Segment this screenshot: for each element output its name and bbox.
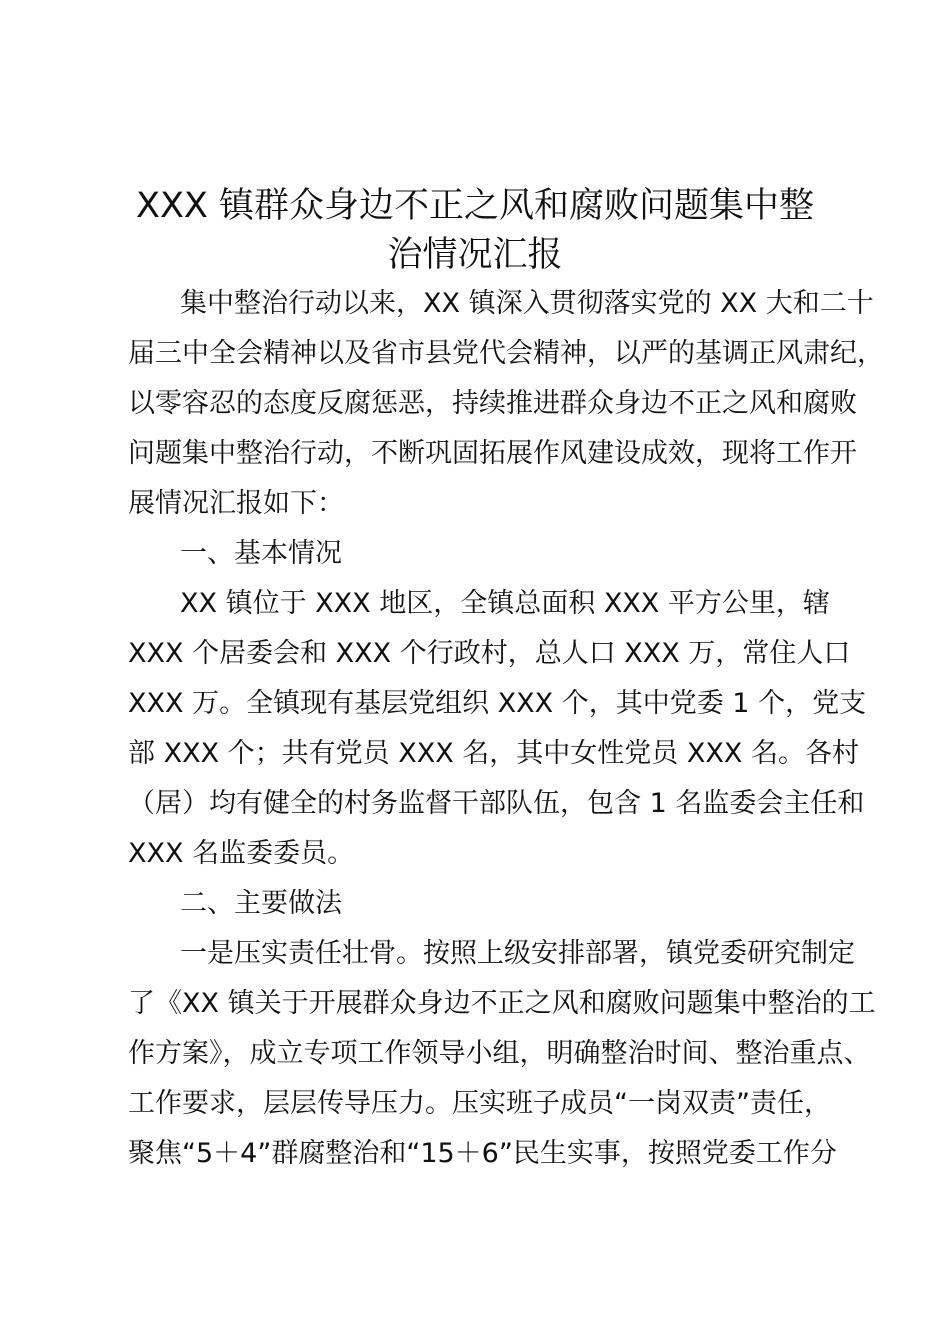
paragraph-line: 作方案》，成立专项工作领导小组，明确整治时间、整治重点、: [128, 1038, 871, 1069]
paragraph-line: 集中整治行动以来，XX 镇深入贯彻落实党的 XX 大和二十: [180, 288, 874, 319]
document-title-line-1: XXX 镇群众身边不正之风和腐败问题集中整: [135, 186, 815, 226]
section-heading-basic-situation: 一、基本情况: [180, 538, 342, 569]
paragraph-line: 一是压实责任壮骨。按照上级安排部署，镇党委研究制定: [180, 938, 855, 969]
paragraph-line: 工作要求，层层传导压力。压实班子成员“一岗双责”责任，: [128, 1088, 831, 1119]
paragraph-line: XXX 名监委委员。: [128, 838, 355, 869]
paragraph-line: 聚焦“5＋4”群腐整治和“15＋6”民生实事，按照党委工作分: [128, 1138, 837, 1169]
paragraph-line: 问题集中整治行动，不断巩固拓展作风建设成效，现将工作开: [128, 438, 857, 469]
paragraph-line: 展情况汇报如下：: [128, 488, 344, 519]
paragraph-line: 了《XX 镇关于开展群众身边不正之风和腐败问题集中整治的工: [128, 988, 876, 1019]
paragraph-line: XXX 个居委会和 XXX 个行政村，总人口 XXX 万，常住人口: [128, 638, 851, 669]
paragraph-line: （居）均有健全的村务监督干部队伍，包含 1 名监委会主任和: [128, 788, 865, 819]
document-title-line-2: 治情况汇报: [387, 235, 563, 275]
paragraph-line: 届三中全会精神以及省市县党代会精神，以严的基调正风肃纪，: [128, 338, 884, 369]
paragraph-line: XX 镇位于 XXX 地区，全镇总面积 XXX 平方公里，辖: [180, 588, 830, 619]
section-heading-main-practices: 二、主要做法: [180, 888, 342, 919]
paragraph-line: 以零容忍的态度反腐惩恶，持续推进群众身边不正之风和腐败: [128, 388, 857, 419]
paragraph-line: 部 XXX 个；共有党员 XXX 名，其中女性党员 XXX 名。各村: [128, 738, 859, 769]
paragraph-line: XXX 万。全镇现有基层党组织 XXX 个，其中党委 1 个，党支: [128, 688, 867, 719]
